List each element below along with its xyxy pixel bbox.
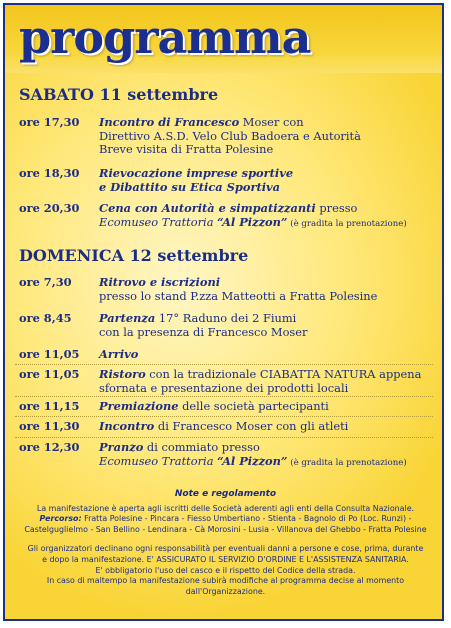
flyer	[3, 3, 444, 621]
sunday-heading: DOMENICA 12 settembre	[19, 246, 249, 265]
schedule-time: ore 11,15	[19, 399, 80, 413]
divider	[15, 437, 433, 438]
schedule-description: Cena con Autorità e simpatizzanti presso Ecomuseo Trattoria “Al Pizzon” (è gradita la prenotazione)	[99, 201, 407, 229]
schedule-time: ore 18,30	[19, 166, 80, 180]
notes-text: La manifestazione è aperta agli iscritti delle Società aderenti agli enti della Consulta Nazionale.	[36, 503, 415, 513]
schedule-description: Partenza 17° Raduno dei 2 Fiumi con la presenza di Francesco Moser	[99, 311, 308, 339]
schedule-description: Rievocazione imprese sportive e Dibattito su Etica Sportiva	[99, 166, 294, 194]
notes-text: In caso di maltempo la manifestazione subirà modifiche al programma decise al momento	[46, 576, 405, 586]
schedule-time: ore 12,30	[19, 440, 80, 454]
schedule-time: ore 8,45	[19, 311, 72, 325]
schedule-description: Ristoro con la tradizionale CIABATTA NATURA appena sfornata e presentazione dei prodotti locali	[99, 367, 422, 395]
notes-route: Percorso: Fratta Polesine - Pincara - Fiesso Umbertiano - Stienta - Bagnolo di Po (Loc. Runzi) -	[39, 514, 412, 524]
notes-text: dall'Organizzazione.	[185, 586, 266, 596]
schedule-time: ore 11,05	[19, 347, 80, 361]
schedule-time: ore 11,30	[19, 419, 80, 433]
schedule-description: Arrivo	[99, 347, 139, 361]
schedule-time: ore 20,30	[19, 201, 80, 215]
notes-text: Gli organizzatori declinano ogni responsabilità per eventuali danni a persone e cose, prima, durante	[27, 544, 424, 554]
notes-text: e dopo la manifestazione. E' ASSICURATO IL SERVIZIO D'ORDINE E L'ASSISTENZA SANITARIA.	[42, 554, 409, 564]
schedule-description: Incontro di Francesco Moser con Direttivo A.S.D. Velo Club Badoera e Autorità Breve visita di Fratta Polesine	[99, 115, 361, 157]
notes-text: E' obbligatorio l'uso del casco e il rispetto del Codice della strada.	[95, 565, 356, 575]
schedule-description: Premiazione delle società partecipanti	[99, 399, 329, 413]
schedule-time: ore 7,30	[19, 275, 72, 289]
notes-text: Castelguglielmo - San Bellino - Lendinara - Cà Morosini - Lusia - Villanova del Ghebbo - Fratta Polesine	[24, 524, 427, 534]
saturday-heading: SABATO 11 settembre	[19, 85, 219, 104]
page-title: programma	[19, 10, 311, 64]
divider	[15, 364, 433, 365]
notes-title: Note e regolamento	[174, 489, 277, 499]
schedule-time: ore 11,05	[19, 367, 80, 381]
title-banner	[5, 5, 442, 73]
notes-section	[19, 489, 432, 597]
schedule-description: Pranzo di commiato presso Ecomuseo Trattoria “Al Pizzon” (è gradita la prenotazione)	[99, 440, 407, 468]
schedule-time: ore 17,30	[19, 115, 80, 129]
schedule-description: Ritrovo e iscrizioni presso lo stand P.zza Matteotti a Fratta Polesine	[99, 275, 378, 303]
schedule-description: Incontro di Francesco Moser con gli atleti	[99, 419, 349, 433]
divider	[15, 416, 433, 417]
divider	[15, 396, 433, 397]
